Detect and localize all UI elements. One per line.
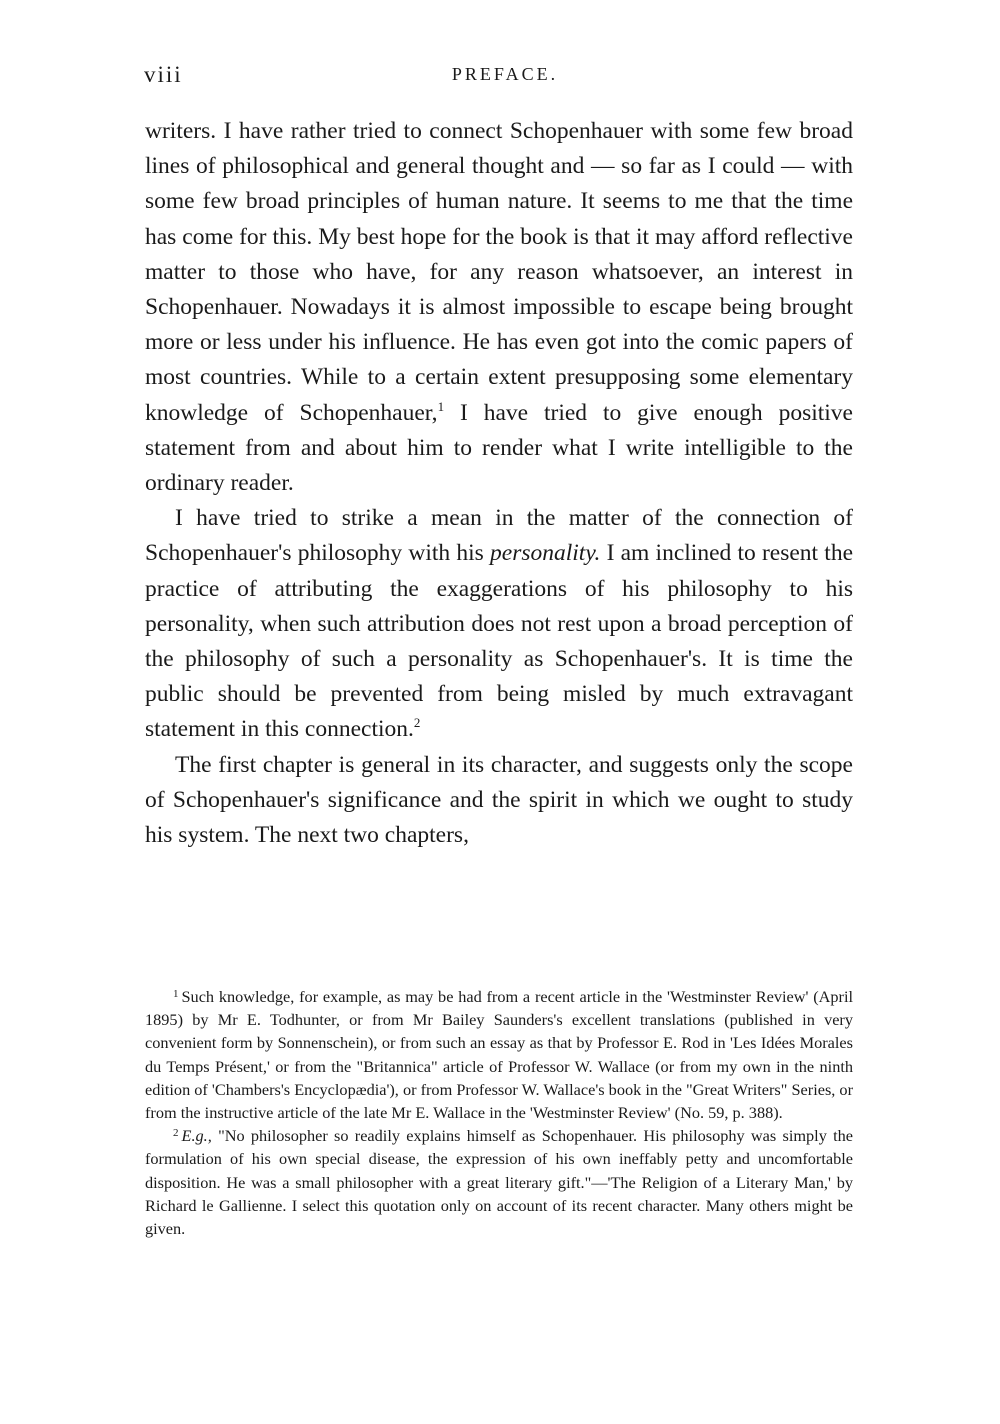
paragraph-3: The first chapter is general in its character, and suggests only the scope of Schopenhauer's significance and the spirit in which we ought to study his system. The next two chapters, <box>145 751 853 849</box>
footnote-2-mark: 2 <box>173 1127 179 1140</box>
body-text <box>145 114 853 853</box>
running-head: PREFACE. <box>451 64 559 84</box>
paragraph-1-end: I have tried to give enough positive statement from and about him to render what I write intelligible to the ordinary reader. <box>145 399 853 497</box>
footnote-2-italic: E.g., <box>181 1126 212 1146</box>
footnote-ref-2: 2 <box>413 715 421 731</box>
footnote-ref-1: 1 <box>437 398 445 414</box>
paragraph-1 <box>145 114 853 501</box>
footnote-1-text: Such knowledge, for example, as may be had from a recent article in the 'Westminster Review' (April 1895) by Mr E. Todhunter, or from Mr Bailey Saunders's excellent translations (published in very convenient form by Sonnenschein), or from such an essay as that by Professor E. Rod in 'Les Idées Morales du Temps Présent,' or from the "Britannica" article of Professor W. Wallace (or from my own in the ninth edition of 'Chambers's Encyclopædia'), or from Professor W. Wallace's book in the "Great Writers" Series, or from the instructive article of the late Mr E. Wallace in the 'Westminster Review' (No. 59, p. 388). <box>145 987 853 1123</box>
paragraph-2 <box>145 501 853 747</box>
footnotes <box>145 985 853 1240</box>
footnote-2 <box>145 1124 853 1240</box>
footnote-1 <box>145 985 853 1124</box>
paragraph-1-text: writers. I have rather tried to connect Schopenhauer with some few broad lines of philosophical and general thought and — so far as I could — with some few broad principles of human nature. It seems to me that the time has come for this. My best hope for the book is that it may afford reflective matter to those who have, for any reason whatsoever, an interest in Schopenhauer. Nowadays it is almost impossible to escape being brought more or less under his influence. He has even got into the comic papers of most countries. While to a certain extent presupposing some elementary knowledge of Schopenhauer, <box>145 118 853 426</box>
paragraph-2-start: I have tried to strike a mean in the matter of the connection of Schopenhauer's philosophy with his <box>145 505 853 567</box>
italic-personality: personality. <box>490 540 601 567</box>
footnote-1-mark: 1 <box>173 988 179 1000</box>
footnote-2-text: "No philosopher so readily explains himself as Schopenhauer. His philosophy was simply the formulation of his own special disease, the expression of his own ineffably petty and uncomfortable disposition. He was a small philosopher with a great literary gift."—'The Religion of a Literary Man,' by Richard le Gallienne. I select this quotation only on account of its recent character. Many others might be given. <box>145 1126 853 1239</box>
paragraph-2-end: I am inclined to resent the practice of attributing the exaggerations of his philosophy to his personality, when such attribution does not rest upon a broad perception of the philosophy of such a personality as Schopenhauer's. It is time the public should be prevented from being misled by much extravagant statement in this connection. <box>145 540 853 743</box>
page-number: viii <box>144 62 183 87</box>
